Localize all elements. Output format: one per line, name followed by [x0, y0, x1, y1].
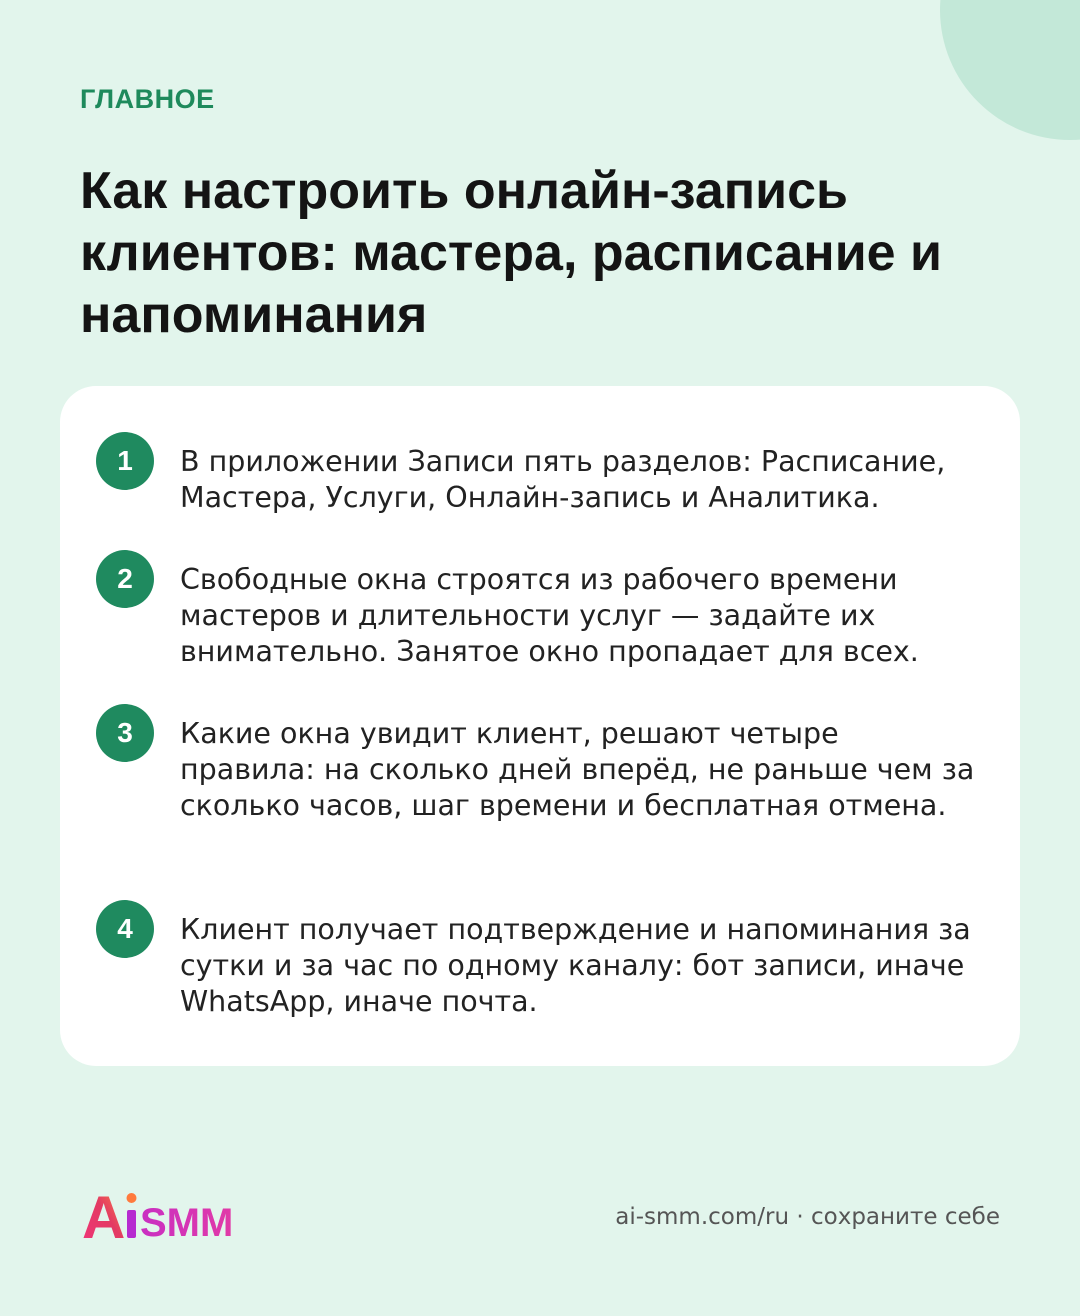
step-text: Клиент получает подтверждение и напоминания за сутки и за час по одному каналу: бот записи, иначе WhatsApp, иначе почта.	[180, 913, 971, 1018]
steps-card	[60, 386, 1020, 1066]
page-title: Как настроить онлайн-запись клиентов: мастера, расписание и напоминания	[80, 162, 943, 344]
aismm-logo	[80, 1186, 290, 1250]
svg-text:SMM: SMM	[140, 1201, 234, 1245]
step-number-badge: 4	[96, 900, 154, 958]
decorative-corner-circle	[940, 0, 1080, 140]
step-number-badge: 1	[96, 432, 154, 490]
step-number-badge: 3	[96, 704, 154, 762]
footer-note: ai-smm.com/ru · сохраните себе	[615, 1204, 1000, 1230]
svg-text:A: A	[82, 1186, 126, 1250]
step-text: Свободные окна строятся из рабочего времени мастеров и длительности услуг — задайте их внимательно. Занятое окно пропадает для всех.	[180, 563, 919, 668]
step-text: В приложении Записи пять разделов: Расписание, Мастера, Услуги, Онлайн-запись и Аналитика.	[180, 445, 946, 514]
step-text: Какие окна увидит клиент, решают четыре правила: на сколько дней вперёд, не раньше чем за сколько часов, шаг времени и бесплатная отмена.	[180, 717, 975, 822]
step-number-badge: 2	[96, 550, 154, 608]
section-label: ГЛАВНОЕ	[80, 84, 215, 114]
